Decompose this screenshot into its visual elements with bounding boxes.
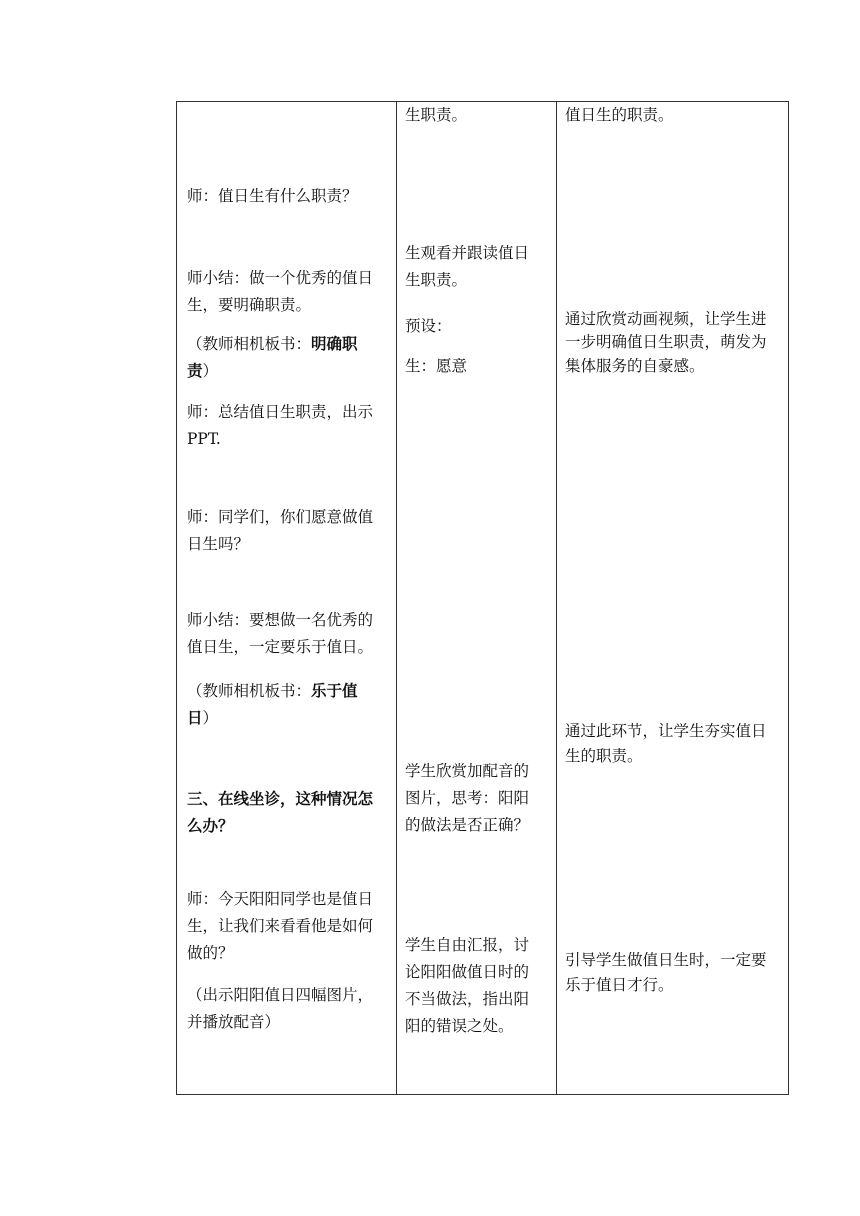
board-note-1-line2: 责） xyxy=(187,361,219,380)
teacher-today-line3: 做的？ xyxy=(187,944,234,962)
student-preset: 预设： xyxy=(405,317,452,335)
student-report-line1: 学生自由汇报，讨 xyxy=(405,936,530,954)
intent-step-line1: 通过此环节，让学生夯实值日 xyxy=(565,722,767,740)
teacher-today-line1: 师：今天阳阳同学也是值日 xyxy=(187,890,374,908)
student-report-line3: 不当做法，指出阳 xyxy=(405,990,530,1008)
teacher-summary-2-line2: 值日生，一定要乐于值日。 xyxy=(187,638,374,656)
teacher-willing-line1: 师：同学们，你们愿意做值 xyxy=(187,508,374,526)
intent-video-line2: 一步明确值日生职责，萌发为 xyxy=(565,333,767,351)
board-note-2-line1: （教师相机板书：乐于值 xyxy=(187,681,358,700)
teacher-summarize-line1: 师：总结值日生职责，出示 xyxy=(187,403,374,421)
student-enjoy-line2: 图片，思考：阳阳 xyxy=(405,789,530,807)
student-answer: 生：愿意 xyxy=(405,357,468,375)
teacher-summary-2-line1: 师小结：要想做一名优秀的 xyxy=(187,611,374,629)
student-enjoy-line1: 学生欣赏加配音的 xyxy=(405,762,530,780)
teacher-willing-line2: 日生吗？ xyxy=(187,535,250,553)
student-watch-line1: 生观看并跟读值日 xyxy=(405,244,530,262)
section-3-heading-line2: 么办？ xyxy=(187,816,234,835)
intent-guide-line1: 引导学生做值日生时，一定要 xyxy=(565,951,767,969)
teacher-today-line2: 生，让我们来看看他是如何 xyxy=(187,917,374,935)
column-divider-2 xyxy=(556,102,557,1094)
intent-guide-line2: 乐于值日才行。 xyxy=(565,976,674,994)
teacher-summary-1-line1: 师小结：做一个优秀的值日 xyxy=(187,269,374,287)
teacher-summary-1-line2: 生，要明确职责。 xyxy=(187,296,312,314)
show-pictures-line2: 并播放配音） xyxy=(187,1013,281,1031)
board-note-2-line2: 日） xyxy=(187,708,219,727)
column-divider-1 xyxy=(396,102,397,1094)
student-report-line2: 论阳阳做值日时的 xyxy=(405,963,530,981)
student-watch-line2: 生职责。 xyxy=(405,271,468,289)
section-3-heading-line1: 三、在线坐诊，这种情况怎 xyxy=(187,789,374,808)
intent-step-line2: 生的职责。 xyxy=(565,747,643,765)
student-top-text: 生职责。 xyxy=(405,106,468,124)
teacher-question-duties: 师：值日生有什么职责？ xyxy=(187,187,358,205)
intent-video-line3: 集体服务的自豪感。 xyxy=(565,357,705,375)
teacher-summarize-line2: PPT. xyxy=(187,430,221,448)
intent-top-text: 值日生的职责。 xyxy=(565,106,674,124)
student-report-line4: 阳的错误之处。 xyxy=(405,1017,514,1035)
show-pictures-line1: （出示阳阳值日四幅图片， xyxy=(187,986,374,1004)
intent-video-line1: 通过欣赏动画视频，让学生进 xyxy=(565,310,767,328)
board-note-1-line1: （教师相机板书：明确职 xyxy=(187,334,358,353)
student-enjoy-line3: 的做法是否正确？ xyxy=(405,816,530,834)
